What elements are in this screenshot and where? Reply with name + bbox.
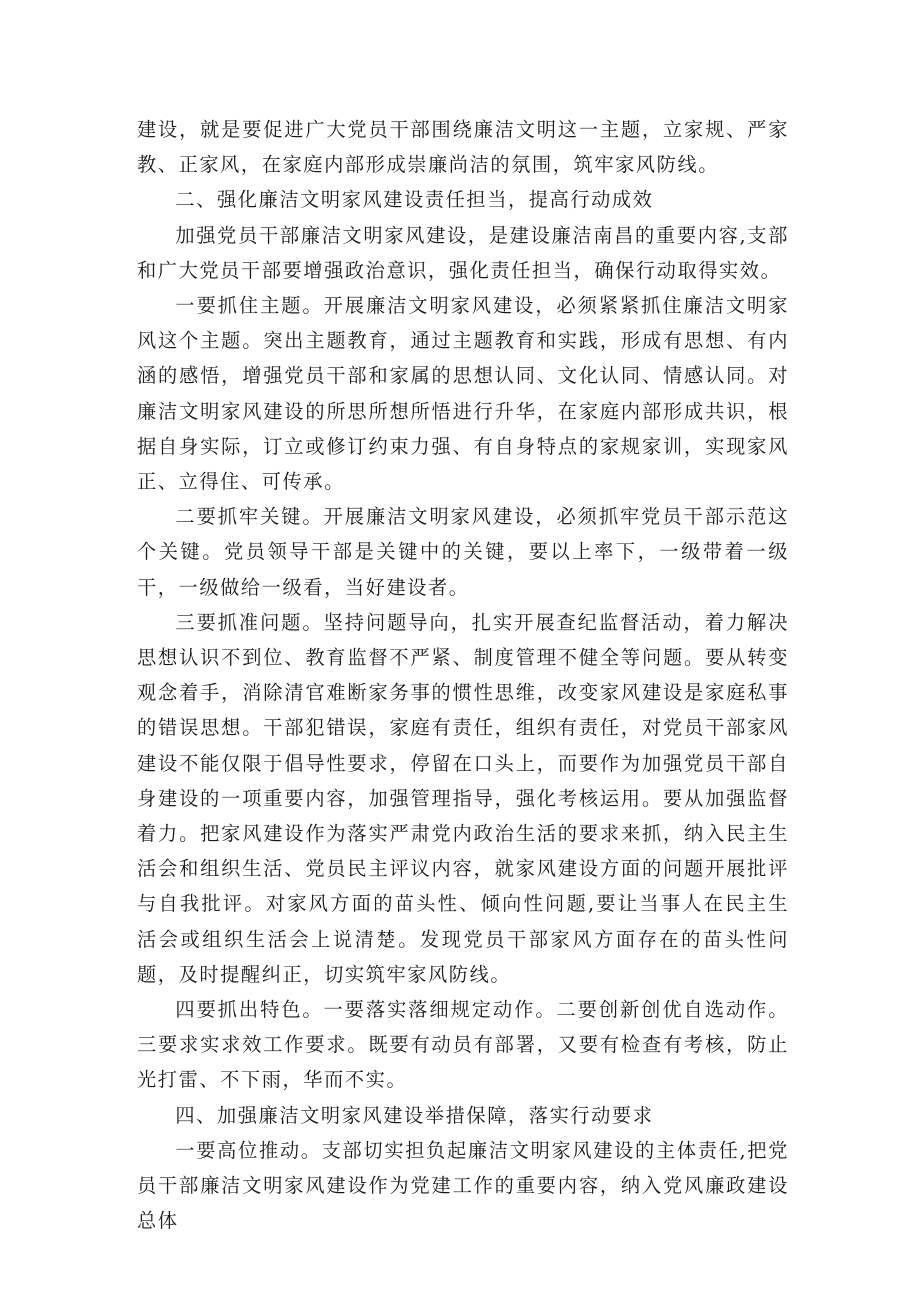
paragraph-continuation: 建设，就是要促进广大党员干部围绕廉洁文明这一主题，立家规、严家教、正家风，在家庭内部形成崇廉尚洁的氛围，筑牢家风防线。 [137, 118, 789, 177]
document-body [137, 112, 789, 1239]
paragraph-grasp-problems: 三要抓准问题。坚持问题导向，扎实开展查纪监督活动，着力解决思想认识不到位、教育监督不严紧、制度管理不健全等问题。要从转变观念着手，消除清官难断家务事的惯性思维，改变家风建设是家庭私事的错误思想。干部犯错误，家庭有责任，组织有责任，对党员干部家风建设不能仅限于倡导性要求，停留在口头上，而要作为加强党员干部自身建设的一项重要内容，加强管理指导，强化考核运用。要从加强监督着力。把家风建设作为落实严肃党内政治生活的要求来抓，纳入民主生活会和组织生活、党员民主评议内容，就家风建设方面的问题开展批评与自我批评。对家风方面的苗头性、倾向性问题,要让当事人在民主生活会或组织生活会上说清楚。发现党员干部家风方面存在的苗头性问题，及时提醒纠正，切实筑牢家风防线。 [137, 610, 789, 986]
paragraph-grasp-theme: 一要抓住主题。开展廉洁文明家风建设，必须紧紧抓住廉洁文明家风这个主题。突出主题教育，通过主题教育和实践，形成有思想、有内涵的感悟，增强党员干部和家属的思想认同、文化认同、情感认同。对廉洁文明家风建设的所思所想所悟进行升华，在家庭内部形成共识，根据自身实际，订立或修订约束力强、有自身特点的家规家训，实现家风正、立得住、可传承。 [137, 294, 789, 494]
paragraph-high-level-push: 一要高位推动。支部切实担负起廉洁文明家风建设的主体责任,把党员干部廉洁文明家风建设作为党建工作的重要内容，纳入党风廉政建设总体 [137, 1138, 789, 1233]
paragraph-grasp-key: 二要抓牢关键。开展廉洁文明家风建设，必须抓牢党员干部示范这个关键。党员领导干部是关键中的关键，要以上率下，一级带着一级干，一级做给一级看，当好建设者。 [137, 505, 789, 599]
section-heading-2: 二、强化廉洁文明家风建设责任担当，提高行动成效 [175, 188, 654, 212]
section-heading-4: 四、加强廉洁文明家风建设举措保障，落实行动要求 [175, 1103, 654, 1127]
paragraph-grasp-features: 四要抓出特色。一要落实落细规定动作。二要创新创优自选动作。三要求实求效工作要求。既要有动员有部署，又要有检查有考核，防止光打雷、不下雨，华而不实。 [137, 998, 789, 1092]
paragraph: 加强党员干部廉洁文明家风建设，是建设廉洁南昌的重要内容,支部和广大党员干部要增强政治意识，强化责任担当，确保行动取得实效。 [137, 223, 789, 282]
